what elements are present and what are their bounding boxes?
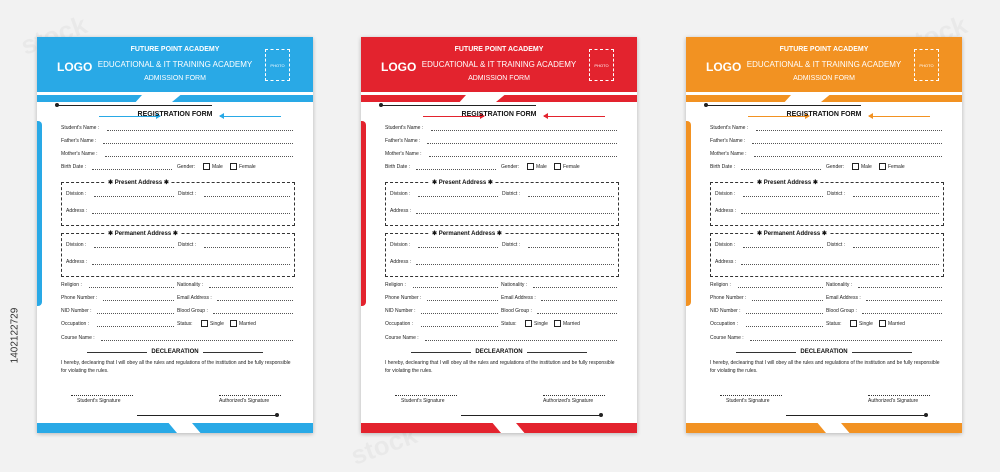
label-blood-group: Blood Group : xyxy=(501,308,532,314)
label-gender: Gender: xyxy=(826,164,845,170)
footer-band-left xyxy=(361,423,501,433)
label-present-division: Division : xyxy=(390,191,411,197)
permanent-address-field[interactable] xyxy=(92,264,290,265)
label-nid: NID Number : xyxy=(61,308,92,314)
footer-band-right xyxy=(841,423,962,433)
religion-field[interactable] xyxy=(89,287,174,288)
label-male: Male xyxy=(536,164,547,170)
label-religion: Religion : xyxy=(61,282,82,288)
label-married: Married xyxy=(239,321,256,327)
birth-date-field[interactable] xyxy=(416,169,496,170)
label-nationality: Nationality : xyxy=(501,282,528,288)
blood-group-field[interactable] xyxy=(213,313,293,314)
gender-female-checkbox[interactable] xyxy=(879,163,886,170)
label-blood-group: Blood Group : xyxy=(177,308,208,314)
permanent-address-title: ✱ Permanent Address ✱ xyxy=(108,231,178,237)
father-name-field[interactable] xyxy=(103,143,293,144)
logo: LOGO xyxy=(381,60,417,74)
label-single: Single xyxy=(210,321,224,327)
present-address-box xyxy=(61,182,295,226)
label-permanent-district: District : xyxy=(827,242,846,248)
label-permanent-district: District : xyxy=(178,242,197,248)
present-district-field[interactable] xyxy=(528,196,614,197)
email-field[interactable] xyxy=(217,300,293,301)
label-present-division: Division : xyxy=(66,191,87,197)
present-division-field[interactable] xyxy=(743,196,823,197)
label-phone: Phone Number : xyxy=(61,295,98,301)
permanent-division-field[interactable] xyxy=(743,247,823,248)
religion-field[interactable] xyxy=(738,287,823,288)
birth-date-field[interactable] xyxy=(741,169,821,170)
photo-box xyxy=(914,49,939,81)
accent-side-bar xyxy=(686,121,691,306)
registration-title: REGISTRATION FORM xyxy=(137,111,213,118)
gender-female-checkbox[interactable] xyxy=(230,163,237,170)
label-gender: Gender: xyxy=(501,164,520,170)
header-band-right xyxy=(172,95,313,102)
permanent-address-title: ✱ Permanent Address ✱ xyxy=(432,231,502,237)
label-student-name: Student's Name : xyxy=(61,125,100,131)
present-address-title: ✱ Present Address ✱ xyxy=(757,180,818,186)
gender-female-checkbox[interactable] xyxy=(554,163,561,170)
declaration-title: DECLEARATION xyxy=(800,349,848,355)
permanent-division-field[interactable] xyxy=(94,247,174,248)
registration-heading xyxy=(361,111,637,121)
present-address-box xyxy=(385,182,619,226)
blood-group-field[interactable] xyxy=(862,313,942,314)
photo-box xyxy=(265,49,290,81)
present-address-title: ✱ Present Address ✱ xyxy=(108,180,169,186)
declaration-rule-right xyxy=(203,352,263,353)
form-header xyxy=(686,37,962,92)
permanent-district-field[interactable] xyxy=(204,247,290,248)
academy-name: FUTURE POINT ACADEMY xyxy=(130,46,220,53)
student-name-field[interactable] xyxy=(431,130,617,131)
form-type: ADMISSION FORM xyxy=(468,75,530,82)
permanent-district-field[interactable] xyxy=(853,247,939,248)
label-permanent-division: Division : xyxy=(390,242,411,248)
student-signature-line[interactable] xyxy=(720,395,782,396)
status-single-checkbox[interactable] xyxy=(850,320,857,327)
photo-label: PHOTO xyxy=(270,62,285,68)
header-rule-dot xyxy=(55,103,59,107)
permanent-address-field[interactable] xyxy=(416,264,614,265)
footer-rule-dot xyxy=(599,413,603,417)
label-female: Female xyxy=(563,164,580,170)
admission-form-blue xyxy=(37,37,313,433)
form-header xyxy=(361,37,637,92)
label-status: Status: xyxy=(501,321,517,327)
accent-side-bar xyxy=(37,121,42,306)
label-single: Single xyxy=(534,321,548,327)
photo-box xyxy=(589,49,614,81)
label-nationality: Nationality : xyxy=(177,282,204,288)
label-present-address: Address : xyxy=(390,208,412,214)
header-band-left xyxy=(37,95,142,102)
label-present-district: District : xyxy=(178,191,197,197)
academy-name: FUTURE POINT ACADEMY xyxy=(779,46,869,53)
label-father-name: Father's Name : xyxy=(710,138,746,144)
present-address-title: ✱ Present Address ✱ xyxy=(432,180,493,186)
label-phone: Phone Number : xyxy=(710,295,747,301)
header-rule xyxy=(706,105,861,106)
label-student-name: Student's Name : xyxy=(385,125,424,131)
father-name-field[interactable] xyxy=(752,143,942,144)
footer-rule xyxy=(461,415,601,416)
label-nid: NID Number : xyxy=(385,308,416,314)
form-type: ADMISSION FORM xyxy=(793,75,855,82)
occupation-field[interactable] xyxy=(421,326,498,327)
label-course-name: Course Name : xyxy=(385,335,419,341)
label-single: Single xyxy=(859,321,873,327)
label-religion: Religion : xyxy=(710,282,731,288)
phone-field[interactable] xyxy=(103,300,174,301)
label-father-name: Father's Name : xyxy=(61,138,97,144)
label-birth-date: Birth Date : xyxy=(385,164,411,170)
student-signature-label: Student's Signature xyxy=(77,398,121,404)
label-nationality: Nationality : xyxy=(826,282,853,288)
label-phone: Phone Number : xyxy=(385,295,422,301)
label-status: Status: xyxy=(177,321,193,327)
nid-field[interactable] xyxy=(421,313,498,314)
label-email: Email Address : xyxy=(826,295,861,301)
admission-form-orange xyxy=(686,37,962,433)
registration-title: REGISTRATION FORM xyxy=(461,111,537,118)
student-signature-line[interactable] xyxy=(395,395,457,396)
label-occupation: Occupation : xyxy=(710,321,739,327)
label-male: Male xyxy=(212,164,223,170)
label-course-name: Course Name : xyxy=(710,335,744,341)
header-rule xyxy=(57,105,212,106)
label-birth-date: Birth Date : xyxy=(61,164,87,170)
stock-image-id: 1402122729 xyxy=(9,307,21,364)
label-mother-name: Mother's Name : xyxy=(385,151,422,157)
label-student-name: Student's Name : xyxy=(710,125,749,131)
student-signature-line[interactable] xyxy=(71,395,133,396)
present-address-box xyxy=(710,182,944,226)
header-band-left xyxy=(686,95,791,102)
present-district-field[interactable] xyxy=(853,196,939,197)
label-permanent-address: Address : xyxy=(715,259,737,265)
declaration-text: I hereby, declearing that I will obey all the rules and regulations of the institution and be fully responsible for violating the rules. xyxy=(710,360,940,374)
nid-field[interactable] xyxy=(97,313,174,314)
label-present-division: Division : xyxy=(715,191,736,197)
nationality-field[interactable] xyxy=(533,287,617,288)
permanent-address-box xyxy=(61,233,295,277)
label-mother-name: Mother's Name : xyxy=(710,151,747,157)
label-permanent-division: Division : xyxy=(66,242,87,248)
label-permanent-address: Address : xyxy=(66,259,88,265)
footer-rule xyxy=(137,415,277,416)
label-female: Female xyxy=(888,164,905,170)
label-present-address: Address : xyxy=(715,208,737,214)
course-name-field[interactable] xyxy=(425,340,617,341)
email-field[interactable] xyxy=(541,300,617,301)
label-permanent-address: Address : xyxy=(390,259,412,265)
present-address-field[interactable] xyxy=(741,213,939,214)
label-married: Married xyxy=(888,321,905,327)
label-occupation: Occupation : xyxy=(385,321,414,327)
phone-field[interactable] xyxy=(427,300,498,301)
permanent-address-box xyxy=(385,233,619,277)
status-single-checkbox[interactable] xyxy=(525,320,532,327)
declaration-title: DECLEARATION xyxy=(151,349,199,355)
student-name-field[interactable] xyxy=(756,130,942,131)
nid-field[interactable] xyxy=(746,313,823,314)
label-blood-group: Blood Group : xyxy=(826,308,857,314)
gender-male-checkbox[interactable] xyxy=(527,163,534,170)
label-status: Status: xyxy=(826,321,842,327)
footer-rule xyxy=(786,415,926,416)
student-name-field[interactable] xyxy=(107,130,293,131)
footer-rule-dot xyxy=(924,413,928,417)
logo: LOGO xyxy=(57,60,93,74)
header-rule-dot xyxy=(379,103,383,107)
mother-name-field[interactable] xyxy=(429,156,617,157)
label-married: Married xyxy=(563,321,580,327)
authorized-signature-line[interactable] xyxy=(219,395,281,396)
photo-label: PHOTO xyxy=(594,62,609,68)
present-address-field[interactable] xyxy=(92,213,290,214)
label-female: Female xyxy=(239,164,256,170)
declaration-text: I hereby, declearing that I will obey all the rules and regulations of the institution and be fully responsible for violating the rules. xyxy=(61,360,291,374)
label-gender: Gender: xyxy=(177,164,196,170)
declaration-rule-right xyxy=(527,352,587,353)
logo: LOGO xyxy=(706,60,742,74)
header-band-right xyxy=(496,95,637,102)
gender-male-checkbox[interactable] xyxy=(203,163,210,170)
mother-name-field[interactable] xyxy=(754,156,942,157)
declaration-text: I hereby, declearing that I will obey all the rules and regulations of the institution and be fully responsible for violating the rules. xyxy=(385,360,615,374)
header-band-right xyxy=(821,95,962,102)
present-district-field[interactable] xyxy=(204,196,290,197)
header-rule-dot xyxy=(704,103,708,107)
authorized-signature-line[interactable] xyxy=(868,395,930,396)
header-band-left xyxy=(361,95,466,102)
label-permanent-division: Division : xyxy=(715,242,736,248)
label-present-district: District : xyxy=(502,191,521,197)
form-type: ADMISSION FORM xyxy=(144,75,206,82)
permanent-division-field[interactable] xyxy=(418,247,498,248)
permanent-address-title: ✱ Permanent Address ✱ xyxy=(757,231,827,237)
photo-label: PHOTO xyxy=(919,62,934,68)
label-occupation: Occupation : xyxy=(61,321,90,327)
footer-band-right xyxy=(516,423,637,433)
label-religion: Religion : xyxy=(385,282,406,288)
footer-rule-dot xyxy=(275,413,279,417)
permanent-address-field[interactable] xyxy=(741,264,939,265)
status-single-checkbox[interactable] xyxy=(201,320,208,327)
father-name-field[interactable] xyxy=(427,143,617,144)
course-name-field[interactable] xyxy=(101,340,293,341)
arrow-left-icon xyxy=(220,116,281,117)
arrow-left-icon xyxy=(544,116,605,117)
label-mother-name: Mother's Name : xyxy=(61,151,98,157)
nationality-field[interactable] xyxy=(858,287,942,288)
present-address-field[interactable] xyxy=(416,213,614,214)
label-father-name: Father's Name : xyxy=(385,138,421,144)
blood-group-field[interactable] xyxy=(537,313,617,314)
footer-band-left xyxy=(37,423,177,433)
label-nid: NID Number : xyxy=(710,308,741,314)
academy-name: FUTURE POINT ACADEMY xyxy=(454,46,544,53)
authorized-signature-label: Authorized's Signature xyxy=(868,398,919,404)
registration-title: REGISTRATION FORM xyxy=(786,111,862,118)
student-signature-label: Student's Signature xyxy=(726,398,770,404)
permanent-address-box xyxy=(710,233,944,277)
label-course-name: Course Name : xyxy=(61,335,95,341)
religion-field[interactable] xyxy=(413,287,498,288)
academy-subtitle: EDUCATIONAL & IT TRAINING ACADEMY xyxy=(97,60,253,69)
label-present-address: Address : xyxy=(66,208,88,214)
status-married-checkbox[interactable] xyxy=(879,320,886,327)
footer-band-right xyxy=(192,423,313,433)
label-birth-date: Birth Date : xyxy=(710,164,736,170)
registration-heading xyxy=(37,111,313,121)
student-signature-label: Student's Signature xyxy=(401,398,445,404)
academy-subtitle: EDUCATIONAL & IT TRAINING ACADEMY xyxy=(746,60,902,69)
label-email: Email Address : xyxy=(177,295,212,301)
present-division-field[interactable] xyxy=(94,196,174,197)
label-present-district: District : xyxy=(827,191,846,197)
academy-subtitle: EDUCATIONAL & IT TRAINING ACADEMY xyxy=(421,60,577,69)
declaration-title: DECLEARATION xyxy=(475,349,523,355)
gender-male-checkbox[interactable] xyxy=(852,163,859,170)
email-field[interactable] xyxy=(866,300,942,301)
status-married-checkbox[interactable] xyxy=(230,320,237,327)
registration-heading xyxy=(686,111,962,121)
label-permanent-district: District : xyxy=(502,242,521,248)
footer-band-left xyxy=(686,423,826,433)
course-name-field[interactable] xyxy=(750,340,942,341)
authorized-signature-line[interactable] xyxy=(543,395,605,396)
occupation-field[interactable] xyxy=(746,326,823,327)
permanent-district-field[interactable] xyxy=(528,247,614,248)
header-rule xyxy=(381,105,536,106)
occupation-field[interactable] xyxy=(97,326,174,327)
accent-side-bar xyxy=(361,121,366,306)
label-male: Male xyxy=(861,164,872,170)
mother-name-field[interactable] xyxy=(105,156,293,157)
authorized-signature-label: Authorized's Signature xyxy=(219,398,270,404)
arrow-left-icon xyxy=(869,116,930,117)
declaration-rule-right xyxy=(852,352,912,353)
phone-field[interactable] xyxy=(752,300,823,301)
label-email: Email Address : xyxy=(501,295,536,301)
form-header xyxy=(37,37,313,92)
status-married-checkbox[interactable] xyxy=(554,320,561,327)
admission-form-red xyxy=(361,37,637,433)
birth-date-field[interactable] xyxy=(92,169,172,170)
authorized-signature-label: Authorized's Signature xyxy=(543,398,594,404)
present-division-field[interactable] xyxy=(418,196,498,197)
nationality-field[interactable] xyxy=(209,287,293,288)
